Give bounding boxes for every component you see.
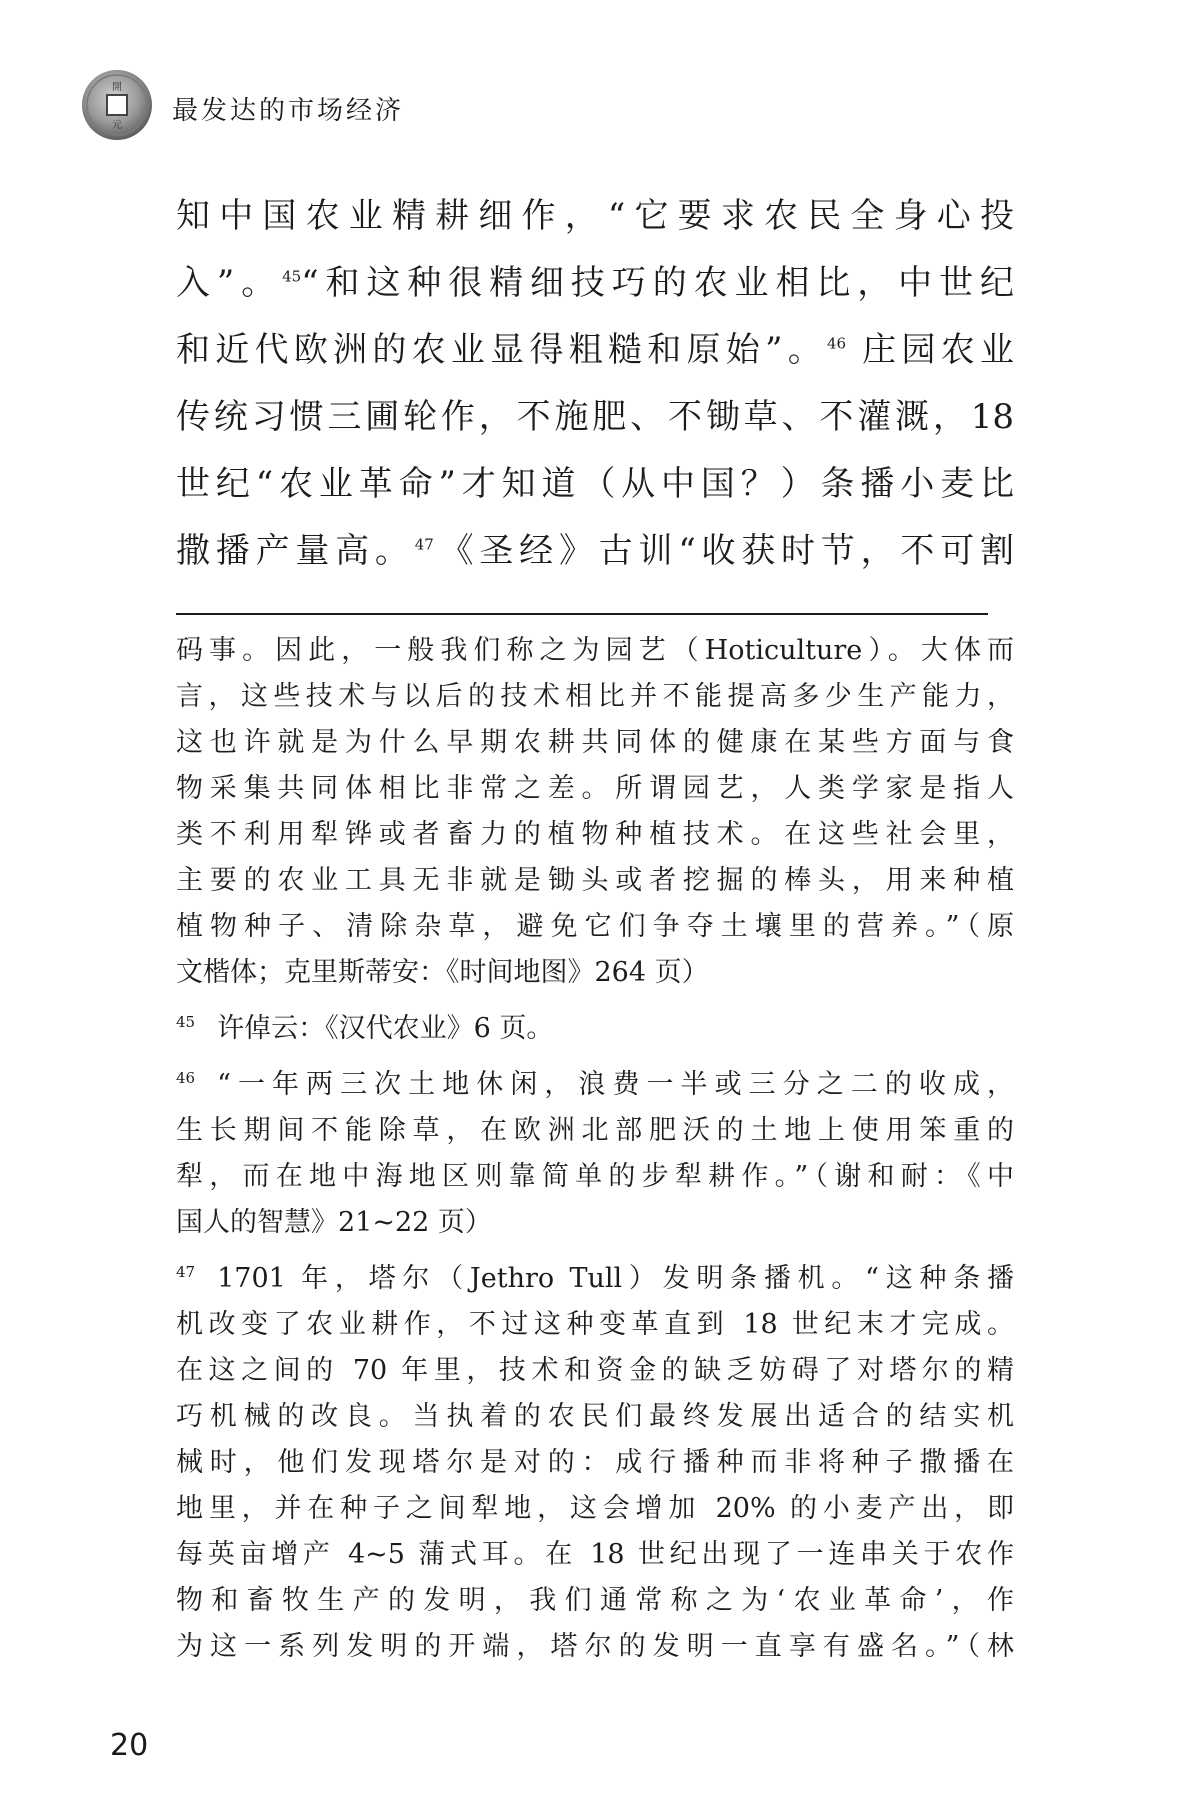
body-line — [176, 391, 1014, 458]
body-text-segment: 庄园农业 — [846, 330, 1014, 370]
footnote-number: 46 — [176, 1069, 196, 1087]
footnote-reference[interactable]: 47 — [414, 535, 434, 554]
body-text-segment: 传统习惯三圃轮作，不施肥、不锄草、不灌溉，18 — [176, 397, 1014, 437]
footnotes-section — [176, 628, 1014, 1670]
footnote-text: 在这之间的 70 年里，技术和资金的缺乏妨碍了对塔尔的精 — [176, 1355, 1014, 1386]
footnote-line — [176, 628, 1014, 674]
footnote-line — [176, 812, 1014, 858]
footnote-number: 45 — [176, 1013, 196, 1031]
footnote-text: 地里，并在种子之间犁地，这会增加 20% 的小麦产出，即 — [176, 1493, 1014, 1524]
footnote-46 — [176, 1062, 1014, 1246]
footnote-47 — [176, 1256, 1014, 1670]
running-header-title: 最发达的市场经济 — [172, 96, 405, 126]
footnote-text: 机改变了农业耕作，不过这种变革直到 18 世纪末才完成。 — [176, 1309, 1014, 1340]
footnote-text: “一年两三次土地休闲，浪费一半或三分之二的收成， — [217, 1069, 1014, 1100]
logo-glyph-top: 開 — [112, 82, 122, 93]
footnote-line — [176, 1394, 1014, 1440]
main-text — [176, 190, 1014, 592]
footnote-text: 巧机械的改良。当执着的农民们最终发展出适合的结实机 — [176, 1401, 1014, 1432]
footnote-text: 1701 年，塔尔（Jethro Tull）发明条播机。“这种条播 — [217, 1263, 1014, 1294]
footnote-text: 国人的智慧》21~22 页） — [176, 1207, 492, 1238]
footnote-line — [176, 950, 1014, 996]
footnote-text: 生长期间不能除草，在欧洲北部肥沃的土地上使用笨重的 — [176, 1115, 1014, 1146]
body-line — [176, 525, 1014, 592]
footnote-line — [176, 858, 1014, 904]
footnote-line — [176, 1108, 1014, 1154]
footnote-text: 文楷体；克里斯蒂安：《时间地图》264 页） — [176, 957, 709, 988]
footnote-line — [176, 1578, 1014, 1624]
footnote-gap — [176, 1246, 1014, 1256]
footnote-line — [176, 904, 1014, 950]
body-line — [176, 324, 1014, 391]
footnote-line — [176, 766, 1014, 812]
footnote-divider — [176, 613, 988, 615]
body-line — [176, 257, 1014, 324]
body-text-segment: 知中国农业精耕细作，“它要求农民全身心投 — [176, 196, 1014, 236]
footnote-line — [176, 720, 1014, 766]
footnote-text: 言，这些技术与以后的技术相比并不能提高多少生产能力， — [176, 681, 1014, 712]
footnote-text: 为这一系列发明的开端，塔尔的发明一直享有盛名。”（林 — [176, 1631, 1014, 1662]
footnote-line — [176, 1256, 1014, 1302]
footnote-text: 械时，他们发现塔尔是对的：成行播种而非将种子撒播在 — [176, 1447, 1014, 1478]
footnote-line — [176, 1624, 1014, 1670]
footnote-text: 犁，而在地中海地区则靠简单的步犁耕作。”（谢和耐：《中 — [176, 1161, 1014, 1192]
footnote-line — [176, 1486, 1014, 1532]
body-text-segment: “和这种很精细技巧的农业相比，中世纪 — [301, 263, 1014, 303]
footnote-line — [176, 1062, 1014, 1108]
footnote-line — [176, 1532, 1014, 1578]
footnote-gap — [176, 1052, 1014, 1062]
body-text-segment: 和近代欧洲的农业显得粗糙和原始”。 — [176, 330, 827, 370]
footnote-text: 植物种子、清除杂草，避免它们争夺土壤里的营养。”（原 — [176, 911, 1014, 942]
footnote-continuation — [176, 628, 1014, 996]
footnote-line — [176, 674, 1014, 720]
footnote-line — [176, 1200, 1014, 1246]
footnote-line — [176, 1348, 1014, 1394]
footnote-text: 许倬云：《汉代农业》6 页。 — [217, 1013, 554, 1044]
body-text-segment: 入”。 — [176, 263, 283, 303]
footnote-number: 47 — [176, 1263, 196, 1281]
footnote-text: 物和畜牧生产的发明，我们通常称之为‘农业革命’，作 — [176, 1585, 1014, 1616]
body-line — [176, 458, 1014, 525]
footnote-text: 每英亩增产 4~5 蒲式耳。在 18 世纪出现了一连串关于农作 — [176, 1539, 1014, 1570]
footnote-line — [176, 1302, 1014, 1348]
footnote-text: 主要的农业工具无非就是锄头或者挖掘的棒头，用来种植 — [176, 865, 1014, 896]
body-line — [176, 190, 1014, 257]
footnote-gap — [176, 996, 1014, 1006]
footnote-line — [176, 1440, 1014, 1486]
page-number: 20 — [110, 1728, 149, 1763]
footnote-line — [176, 1154, 1014, 1200]
footnote-line — [176, 1006, 1014, 1052]
logo-glyph-bottom: 元 — [112, 120, 122, 131]
footnote-text: 物采集共同体相比非常之差。所谓园艺，人类学家是指人 — [176, 773, 1014, 804]
body-text-segment: 撒播产量高。 — [176, 531, 415, 571]
coin-logo-icon — [80, 68, 154, 142]
footnote-text: 类不利用犁铧或者畜力的植物种植技术。在这些社会里， — [176, 819, 1014, 850]
body-text-segment: 世纪“农业革命”才知道（从中国？）条播小麦比 — [176, 464, 1014, 504]
footnote-text: 这也许就是为什么早期农耕共同体的健康在某些方面与食 — [176, 727, 1014, 758]
footnote-reference[interactable]: 46 — [827, 334, 847, 353]
body-text-segment: 《圣经》古训“收获时节，不可割 — [433, 531, 1014, 571]
footnote-45 — [176, 1006, 1014, 1052]
footnote-reference[interactable]: 45 — [282, 267, 302, 286]
footnote-text: 码事。因此，一般我们称之为园艺（Hoticulture）。大体而 — [176, 635, 1014, 666]
